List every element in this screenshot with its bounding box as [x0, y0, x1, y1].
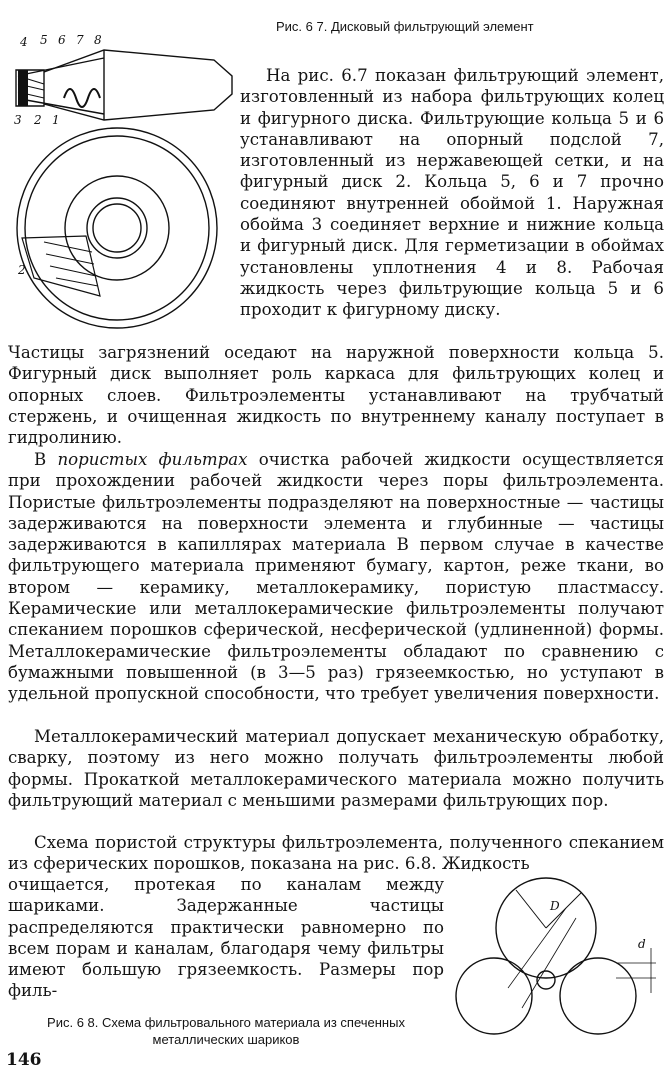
part-label: 8: [94, 33, 102, 47]
paragraph-4-first-line: Схема пористой структуры фильтроэлемента, полученного спеканием из сферических порошков, показана на рис. 6.8. Жидкость: [8, 833, 664, 874]
part-label: 3: [14, 113, 22, 127]
figure-6-8-sphere-packing-drawing: [446, 868, 666, 1038]
page-number: 146: [6, 1050, 42, 1070]
figure-6-7-caption: Рис. 6 7. Дисковый фильтрующий элемент: [276, 19, 534, 34]
figure-6-8-caption: Рис. 6 8. Схема фильтровального материала из спеченных металлических шариков: [47, 1015, 405, 1047]
paragraph-1-wrapped: На рис. 6.7 показан фильтрующий элемент, изготовленный из набора фильтрующих колец и фигурного диска. Фильтрующие кольца 5 и 6 устанавливают на опорный подслой 7, изготовленный из нержавеющей сетки, и на фигурный диск 2. Кольца 5, 6 и 7 прочно соединяют внутренней обоймой 1. Наружная обойма 3 соединяет верхние и нижние кольца и фигурный диск. Для герметизации в обоймах установлены уплотнения 4 и 8. Рабочая жидкость через фильтрующие кольца 5 и 6 проходит к фигурному диску.: [240, 66, 664, 320]
part-label: 4: [20, 35, 28, 49]
diameter-label-D: D: [550, 899, 560, 913]
part-label: 5: [40, 33, 48, 47]
paragraph-4-wrapped: очищается, протекая по каналам между шариками. Задержанные частицы распределяются практически равномерно по всем порам и каналам, благодаря чему фильтры имеют большую грязеемкость. Размеры пор филь-: [8, 875, 444, 1001]
pore-label-d: d: [638, 937, 646, 951]
part-label: 6: [58, 33, 66, 47]
paragraph-1-continued: Частицы загрязнений оседают на наружной поверхности кольца 5. Фигурный диск выполняет роль каркаса для фильтрующих колец и опорных слоев. Фильтроэлементы устанавливают на трубчатый стержень, и очищенная жидкость по внутреннему каналу поступает в гидролинию.: [8, 343, 664, 448]
term-porous-filters: пористых фильтрах: [57, 450, 248, 469]
paragraph-2-rest: очистка рабочей жидкости осуществляется при прохождении рабочей жидкости через поры фильтроэлемента. Пористые фильтроэлементы подразделяют на поверхностные — частицы задерживаются на поверхности элемента и глубинные — частицы задерживаются в капиллярах материала В первом случае в качестве фильтрующего материала применяют бумагу, картон, реже ткани, во втором — керамику, металлокерамику, пористую пластмассу. Керамические или металлокерамические фильтроэлементы получают спеканием порошков сферической, несферической (удлиненной) формы. Металлокерамические фильтроэлементы обладают по сравнению с бумажными повышенной (в 3—5 раз) грязеемкостью, но уступают в удельной пропускной способности, что требует увеличения поверхности.: [8, 450, 664, 704]
part-label: 7: [76, 33, 84, 47]
figure-6-7-disc-filter-drawing: [4, 28, 244, 338]
part-label: 1: [52, 113, 60, 127]
part-label: 2: [18, 263, 26, 277]
paragraph-2: [8, 449, 664, 705]
paragraph-3: Металлокерамический материал допускает механическую обработку, сварку, поэтому из него можно получать фильтроэлементы любой формы. Прокаткой металлокерамического материала можно получить фильтрующий материал с меньшими размерами фильтрующих пор.: [8, 727, 664, 810]
paragraph-2-lead: В: [34, 450, 58, 469]
part-label: 2: [34, 113, 42, 127]
